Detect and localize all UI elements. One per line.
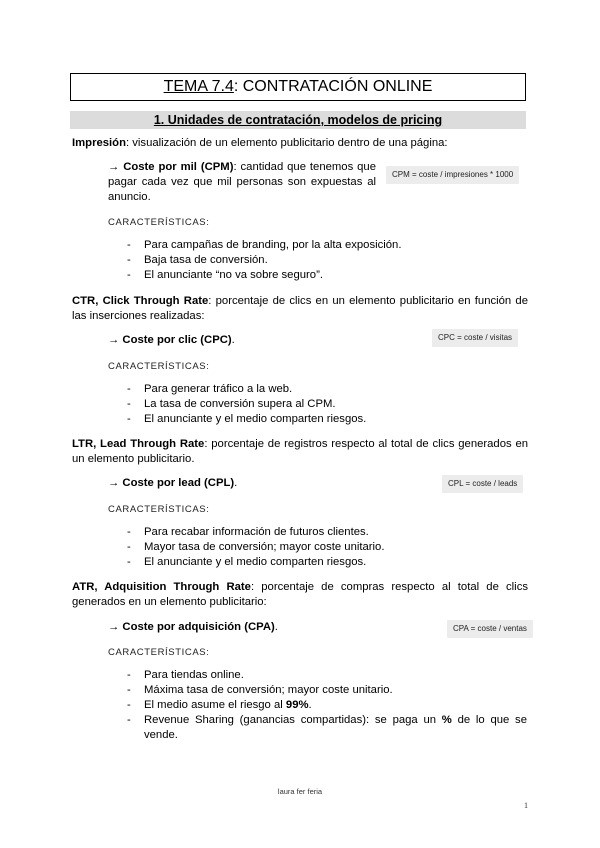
ctr-term: CTR, Click Through Rate	[72, 295, 209, 307]
impresion-term: Impresión	[72, 137, 126, 149]
cpc-model: → Coste por clic (CPC).	[108, 334, 235, 346]
atr-definition: ATR, Adquisition Through Rate: porcentaje de compras respecto al total de clics generados en un elemento publicitario:	[72, 581, 528, 608]
list-item: - Baja tasa de conversión.	[127, 253, 527, 268]
title-rest: : CONTRATACIÓN ONLINE	[233, 78, 433, 95]
cpa-caracteristicas-label: CARACTERÍSTICAS:	[108, 647, 210, 658]
cpc-caracteristicas-label: CARACTERÍSTICAS:	[108, 361, 210, 372]
page-number: 1	[524, 801, 528, 810]
list-item: - El anunciante y el medio comparten riesgos.	[127, 412, 527, 427]
ltr-term: LTR, Lead Through Rate	[72, 438, 205, 450]
cpm-caracteristicas-label: CARACTERÍSTICAS:	[108, 217, 210, 228]
cpm-model: → Coste por mil (CPM): cantidad que tenemos que pagar cada vez que mil personas son expuestas al anuncio.	[108, 161, 376, 203]
list-item: - Mayor tasa de conversión; mayor coste unitario.	[127, 540, 527, 555]
list-item: - El medio asume el riesgo al 99%.	[127, 698, 527, 713]
cpl-formula: CPL = coste / leads	[442, 475, 523, 493]
cpl-model: → Coste por lead (CPL).	[108, 477, 238, 489]
list-item: - El anunciante “no va sobre seguro”.	[127, 268, 527, 283]
ctr-definition: CTR, Click Through Rate: porcentaje de clics en un elemento publicitario en función de las inserciones realizadas:	[72, 295, 528, 322]
list-item: - Para campañas de branding, por la alta exposición.	[127, 238, 527, 253]
cpa-characteristics-list	[127, 668, 527, 743]
section-heading: 1. Unidades de contratación, modelos de pricing	[70, 111, 526, 129]
cpa-model: → Coste por adquisición (CPA).	[108, 621, 278, 633]
cpc-characteristics-list	[127, 382, 527, 427]
list-item: - Para generar tráfico a la web.	[127, 382, 527, 397]
cpl-caracteristicas-label: CARACTERÍSTICAS:	[108, 504, 210, 515]
footer-author: laura fer feria	[277, 787, 323, 796]
cpm-characteristics-list	[127, 238, 527, 283]
list-item: - El anunciante y el medio comparten riesgos.	[127, 555, 527, 570]
cpm-formula: CPM = coste / impresiones * 1000	[386, 166, 519, 184]
list-item: - Máxima tasa de conversión; mayor coste unitario.	[127, 683, 527, 698]
atr-term: ATR, Adquisition Through Rate	[72, 581, 251, 593]
page-title	[70, 73, 526, 101]
impresion-definition: Impresión: visualización de un elemento publicitario dentro de una página:	[72, 137, 448, 149]
ltr-definition: LTR, Lead Through Rate: porcentaje de registros respecto al total de clics generados en un elemento publicitario.	[72, 438, 529, 465]
list-item: - Revenue Sharing (ganancias compartidas): se paga un % de lo que se vende.	[127, 713, 527, 743]
list-item: - La tasa de conversión supera al CPM.	[127, 397, 527, 412]
cpc-formula: CPC = coste / visitas	[432, 329, 518, 347]
list-item: - Para tiendas online.	[127, 668, 527, 683]
cpa-formula: CPA = coste / ventas	[447, 620, 533, 638]
title-tema: TEMA 7.4	[163, 78, 234, 95]
list-item: - Para recabar información de futuros clientes.	[127, 525, 527, 540]
cpl-characteristics-list	[127, 525, 527, 570]
